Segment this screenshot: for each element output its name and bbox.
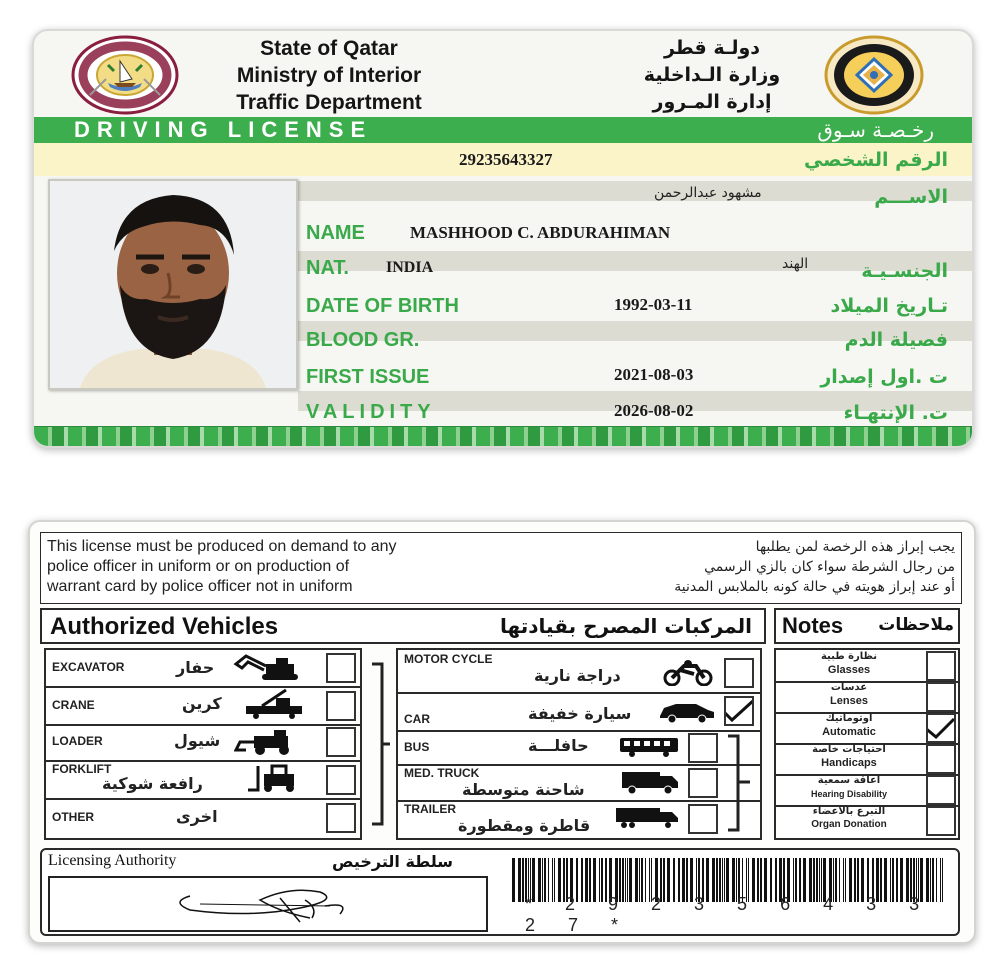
vehicle-checkbox[interactable] <box>326 727 356 757</box>
notes-title-en: Notes <box>782 613 844 638</box>
authorized-vehicles-title-ar: المركبات المصرح بقيادتها <box>500 614 752 638</box>
barcode-bar <box>512 858 515 902</box>
note-row-lenses <box>776 681 958 714</box>
vehicle-checkbox-checked[interactable] <box>724 696 754 726</box>
moi-emblem-icon <box>70 35 180 115</box>
note-label-en: Organ Donation <box>811 819 887 830</box>
vehicle-label-ar: قاطرة ومقطورة <box>458 816 591 835</box>
vehicle-label-en: CAR <box>404 712 430 726</box>
truck-icon <box>620 770 680 794</box>
checkmark-icon <box>928 715 954 741</box>
crane-icon <box>242 688 308 720</box>
header-arabic: دولـة قطر وزارة الـداخلية إدارة المـرور <box>643 37 781 113</box>
note-label-en: Automatic <box>822 726 876 738</box>
note-label-en: Handicaps <box>821 757 877 769</box>
licensing-authority-ar: سلطة الترخيص <box>332 852 453 871</box>
note-label-ar: اوتوماتيك <box>825 713 873 724</box>
group-bracket-icon <box>366 660 392 828</box>
validity-value: 2026-08-02 <box>614 401 694 420</box>
name-label-ar: الاســـم <box>874 186 948 208</box>
note-row-handicaps <box>776 743 958 776</box>
name-arabic-value: مشهود عبدالرحمن <box>654 185 762 201</box>
note-label-en: Lenses <box>830 695 868 707</box>
note-row-organ-donation <box>776 805 958 836</box>
vehicle-row-trailer <box>398 800 760 836</box>
vehicle-label-en: OTHER <box>52 810 94 824</box>
vehicle-row-other <box>46 798 360 836</box>
vehicle-label-ar: دراجة نارية <box>534 666 621 685</box>
vehicle-checkbox[interactable] <box>688 804 718 834</box>
license-title-arabic: رخـصـة سـوق <box>817 118 934 142</box>
notice-box <box>40 532 962 604</box>
vehicle-label-ar: كرين <box>182 694 222 713</box>
notes-box <box>774 648 960 840</box>
nationality-label-ar: الجنسـيـة <box>861 260 948 282</box>
notice-english: This license must be produced on demand to any police officer in uniform or on production of warrant card by police officer not in uniform <box>47 538 397 595</box>
note-checkbox[interactable] <box>926 651 956 681</box>
note-checkbox-checked[interactable] <box>926 713 956 743</box>
loader-icon <box>234 728 306 756</box>
field-stripe <box>298 181 972 201</box>
vehicle-label-en: EXCAVATOR <box>52 660 125 674</box>
notes-header <box>774 608 960 644</box>
authorized-vehicles-header <box>40 608 766 644</box>
notes-title-ar: ملاحظات <box>878 615 954 635</box>
barcode-number: * 2 9 2 3 5 6 4 3 3 2 7 * <box>525 894 934 935</box>
name-label-en: NAME <box>306 222 365 244</box>
vehicle-row-forklift <box>46 760 360 800</box>
left-vehicles-box <box>44 648 362 840</box>
authorized-vehicles-title-en: Authorized Vehicles <box>50 613 279 640</box>
vehicle-label-en: BUS <box>404 740 430 754</box>
signature-icon <box>50 878 486 930</box>
vehicle-label-ar: حافلـــة <box>528 736 589 755</box>
vehicle-row-excavator <box>46 650 360 688</box>
vehicle-row-crane <box>46 686 360 726</box>
motorcycle-icon <box>662 658 714 686</box>
license-title-english: DRIVING LICENSE <box>74 117 373 142</box>
note-checkbox[interactable] <box>926 775 956 805</box>
header-english: State of Qatar Ministry of Interior Traffic Department <box>236 37 422 114</box>
nationality-value-en: INDIA <box>386 259 434 276</box>
note-label-ar: التبرع بالاعضاء <box>812 806 886 817</box>
car-icon <box>656 700 718 724</box>
personal-number-label-ar: الرقم الشخصي <box>803 149 948 171</box>
gcc-emblem-icon <box>819 35 929 115</box>
note-label-ar: احتياجات خاصة <box>812 744 886 755</box>
vehicle-checkbox[interactable] <box>688 733 718 763</box>
middle-vehicles-box <box>396 648 762 840</box>
vehicle-checkbox[interactable] <box>326 691 356 721</box>
vehicle-label-en: TRAILER <box>404 802 456 816</box>
vehicle-label-ar: سيارة خفيفة <box>528 704 632 723</box>
vehicle-checkbox[interactable] <box>326 803 356 833</box>
vehicle-label-en: CRANE <box>52 698 95 712</box>
vehicle-label-ar: شاحنة متوسطة <box>462 780 585 799</box>
vehicle-label-ar: شيول <box>174 731 221 750</box>
name-english-value: MASHHOOD C. ABDURAHIMAN <box>410 223 671 242</box>
barcode-bar <box>518 858 521 902</box>
note-label-en: Glasses <box>827 664 871 676</box>
vehicle-label-en: MED. TRUCK <box>404 766 480 780</box>
vehicle-row-motorcycle <box>398 650 760 694</box>
dob-value: 1992-03-11 <box>614 295 693 314</box>
dob-label-ar: تـاريخ الميلاد <box>830 295 948 317</box>
trailer-icon <box>614 806 680 830</box>
vehicle-row-loader <box>46 724 360 762</box>
note-row-automatic <box>776 712 958 745</box>
vehicle-checkbox[interactable] <box>724 658 754 688</box>
barcode-bar <box>522 858 524 902</box>
note-label-en: Hearing Disability <box>810 789 888 799</box>
blood-group-label-en: BLOOD GR. <box>306 329 420 351</box>
personal-number-value: 29235643327 <box>459 150 553 169</box>
vehicle-row-bus <box>398 730 760 766</box>
vehicle-checkbox[interactable] <box>688 768 718 798</box>
group-bracket-icon <box>724 732 754 834</box>
first-issue-value: 2021-08-03 <box>614 365 694 384</box>
license-front-card <box>32 29 974 448</box>
security-pattern-strip <box>34 426 972 447</box>
vehicle-label-ar: اخرى <box>176 807 218 826</box>
vehicle-row-med-truck <box>398 764 760 802</box>
nationality-value-ar: الهند <box>782 256 809 272</box>
bus-icon <box>618 736 680 758</box>
notice-arabic: يجب إبراز هذه الرخصة لمن يطلبها من رجال الشرطة سواء كان بالزي الرسمي أو عند إبراز هويته في حالة كونه بالملابس المدنية <box>674 539 955 595</box>
validity-label-en: VALIDITY <box>306 401 436 423</box>
nationality-label-en: NAT. <box>306 257 349 279</box>
vehicle-row-car <box>398 692 760 732</box>
first-issue-label-en: FIRST ISSUE <box>306 366 430 388</box>
holder-photo <box>48 179 298 390</box>
licensing-authority-en: Licensing Authority <box>48 852 177 869</box>
vehicle-label-en: MOTOR CYCLE <box>404 652 493 666</box>
first-issue-label-ar: ت .اول إصدار <box>820 366 948 388</box>
validity-label-ar: ت. الإنتهـاء <box>843 402 948 424</box>
license-back-card <box>28 520 976 944</box>
excavator-icon <box>232 654 308 682</box>
note-label-ar: اعاقة سمعية <box>817 775 881 786</box>
checkmark-icon <box>726 698 752 724</box>
dob-label-en: DATE OF BIRTH <box>306 295 459 317</box>
vehicle-label-en: FORKLIFT <box>52 762 112 776</box>
forklift-icon <box>246 764 306 794</box>
vehicle-checkbox[interactable] <box>326 653 356 683</box>
note-label-ar: نظارة طبية <box>820 651 878 662</box>
note-checkbox[interactable] <box>926 682 956 712</box>
note-label-ar: عدسات <box>830 682 868 693</box>
vehicle-label-ar: رافعة شوكية <box>102 774 203 793</box>
note-checkbox[interactable] <box>926 744 956 774</box>
note-row-hearing <box>776 774 958 807</box>
vehicle-label-ar: حفار <box>176 658 215 677</box>
vehicle-label-en: LOADER <box>52 734 103 748</box>
blood-group-label-ar: فصيلة الدم <box>844 329 948 351</box>
vehicle-checkbox[interactable] <box>326 765 356 795</box>
note-checkbox[interactable] <box>926 806 956 836</box>
signature-box <box>48 876 488 932</box>
note-row-glasses <box>776 650 958 683</box>
